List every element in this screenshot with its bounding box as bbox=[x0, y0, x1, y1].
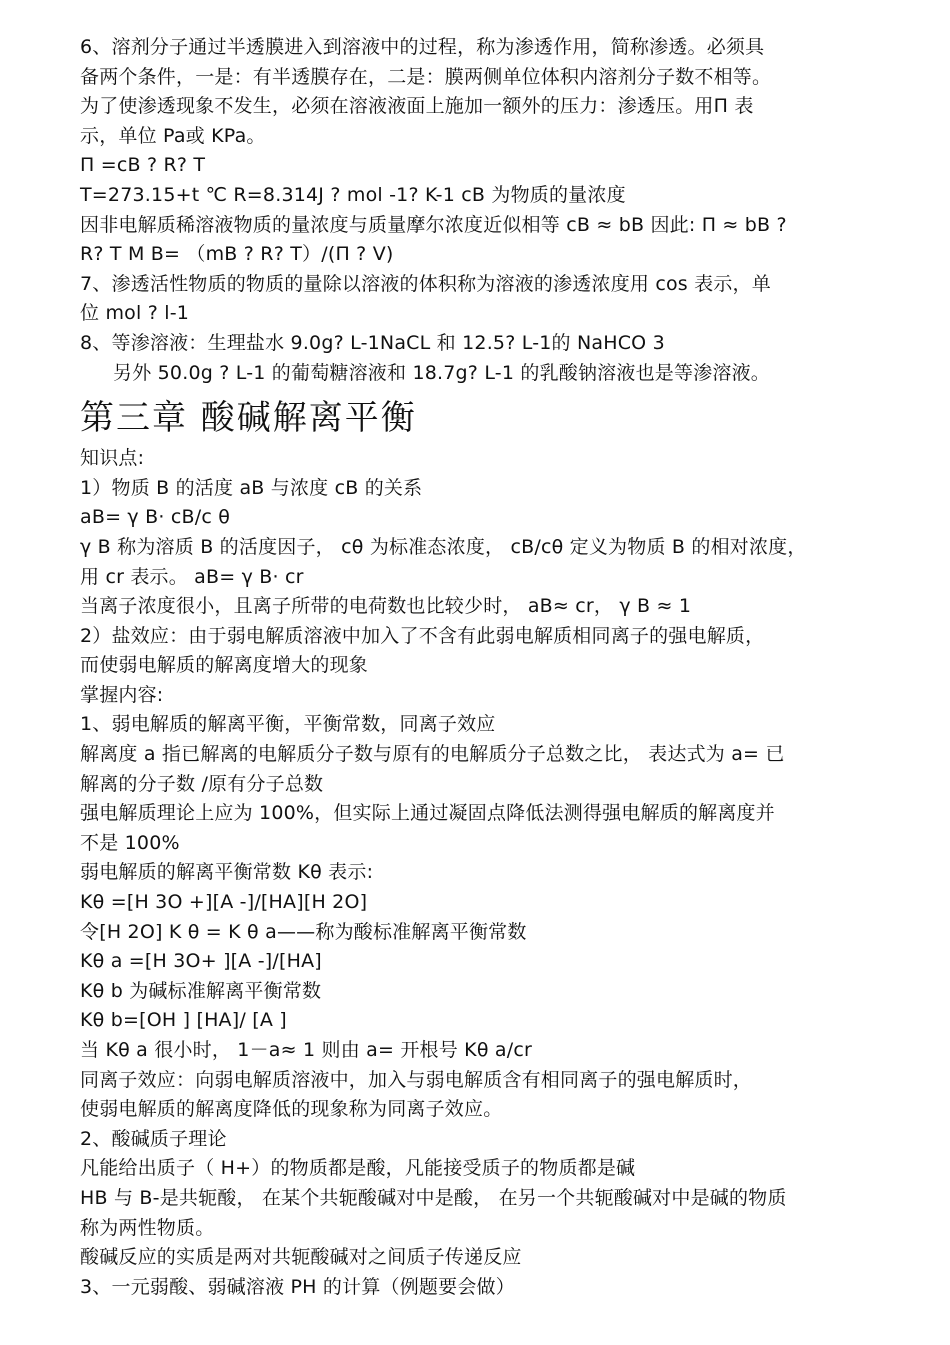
text-line: 6、溶剂分子通过半透膜进入到溶液中的过程，称为渗透作用，简称渗透。必须具 bbox=[80, 36, 765, 58]
text-line: 为了使渗透现象不发生，必须在溶液液面上施加一额外的压力：渗透压。用Π 表 bbox=[80, 95, 754, 118]
text-line: 知识点: bbox=[80, 447, 145, 470]
text-line: 当 Kθ a 很小时， 1－a≈ 1 则由 a= 开根号 Kθ a/cr bbox=[80, 1039, 533, 1061]
text-line: 酸碱反应的实质是两对共轭酸碱对之间质子传递反应 bbox=[80, 1246, 522, 1269]
text-line: 备两个条件，一是：有半透膜存在，二是：膜两侧单位体积内溶剂分子数不相等。 bbox=[80, 65, 772, 88]
text-line: 3、一元弱酸、弱碱溶液 PH 的计算（例题要会做） bbox=[80, 1275, 515, 1298]
section-osmosis-notes bbox=[80, 33, 880, 388]
text-line: Kθ a =[H 3O+ ][A -]/[HA] bbox=[80, 950, 322, 973]
text-line: γ B 称为溶质 B 的活度因子， cθ 为标准态浓度， cB/cθ 定义为物质 B 的相对浓度， bbox=[80, 535, 807, 558]
text-line: Π =cB ? R? T bbox=[80, 154, 206, 177]
document-page bbox=[80, 33, 880, 1302]
section-acid-base-notes bbox=[80, 444, 880, 1302]
text-line: 使弱电解质的解离度降低的现象称为同离子效应。 bbox=[80, 1098, 503, 1121]
text-line: Kθ b=[OH ] [HA]/ [A ] bbox=[80, 1009, 287, 1032]
text-line: HB 与 B-是共轭酸， 在某个共轭酸碱对中是酸， 在另一个共轭酸碱对中是碱的物质 bbox=[80, 1186, 787, 1209]
text-line: 1）物质 B 的活度 aB 与浓度 cB 的关系 bbox=[80, 476, 423, 499]
text-line: 2、酸碱质子理论 bbox=[80, 1127, 227, 1150]
text-line: 凡能给出质子（ H+）的物质都是酸，凡能接受质子的物质都是碱 bbox=[80, 1157, 636, 1180]
text-line: 7、渗透活性物质的物质的量除以溶液的体积称为溶液的渗透浓度用 cos 表示，单 bbox=[80, 272, 771, 295]
text-line: 掌握内容: bbox=[80, 683, 164, 706]
text-line: Kθ =[H 3O +][A -]/[HA][H 2O] bbox=[80, 891, 368, 914]
text-line: 同离子效应：向弱电解质溶液中，加入与弱电解质含有相同离子的强电解质时， bbox=[80, 1068, 753, 1091]
text-line: 令[H 2O] K θ = K θ a——称为酸标准解离平衡常数 bbox=[80, 920, 527, 943]
text-line: 1、弱电解质的解离平衡，平衡常数，同离子效应 bbox=[80, 713, 496, 736]
text-line: R? T M B= （mB ? R? T）/(Π ? V) bbox=[80, 243, 394, 266]
text-line: 另外 50.0g ? L-1 的葡萄糖溶液和 18.7g? L-1 的乳酸钠溶液也是等渗溶液。 bbox=[113, 361, 770, 384]
text-line: 称为两性物质。 bbox=[80, 1216, 215, 1239]
text-line: 用 cr 表示。 aB= γ B· cr bbox=[80, 565, 304, 588]
text-line: T=273.15+t ℃ R=8.314J ? mol -1? K-1 cB 为物质的量浓度 bbox=[80, 183, 626, 206]
text-line: 2）盐效应：由于弱电解质溶液中加入了不含有此弱电解质相同离子的强电解质， bbox=[80, 624, 765, 647]
text-line: 解离的分子数 /原有分子总数 bbox=[80, 772, 324, 795]
text-line: aB= γ B· cB/c θ bbox=[80, 506, 231, 529]
text-line: 当离子浓度很小，且离子所带的电荷数也比较少时， aB≈ cr， γ B ≈ 1 bbox=[80, 595, 692, 618]
text-line: 示，单位 Pa或 KPa。 bbox=[80, 124, 266, 147]
text-line: 8、等渗溶液：生理盐水 9.0g? L-1NaCL 和 12.5? L-1的 NaHCO 3 bbox=[80, 331, 665, 354]
text-line: Kθ b 为碱标准解离平衡常数 bbox=[80, 979, 322, 1002]
text-line: 不是 100% bbox=[80, 831, 180, 854]
text-line: 位 mol ? l-1 bbox=[80, 302, 190, 325]
text-line: 解离度 a 指已解离的电解质分子数与原有的电解质分子总数之比， 表达式为 a= 已 bbox=[80, 743, 785, 766]
text-line: 因非电解质稀溶液物质的量浓度与质量摩尔浓度近似相等 cB ≈ bB 因此: Π ≈ bB ? bbox=[80, 213, 787, 236]
text-line: 而使弱电解质的解离度增大的现象 bbox=[80, 654, 369, 677]
text-line: 强电解质理论上应为 100%，但实际上通过凝固点降低法测得强电解质的解离度并 bbox=[80, 802, 775, 825]
text-line: 弱电解质的解离平衡常数 Kθ 表示: bbox=[80, 861, 374, 884]
chapter-title: 第三章 酸碱解离平衡 bbox=[80, 398, 417, 439]
